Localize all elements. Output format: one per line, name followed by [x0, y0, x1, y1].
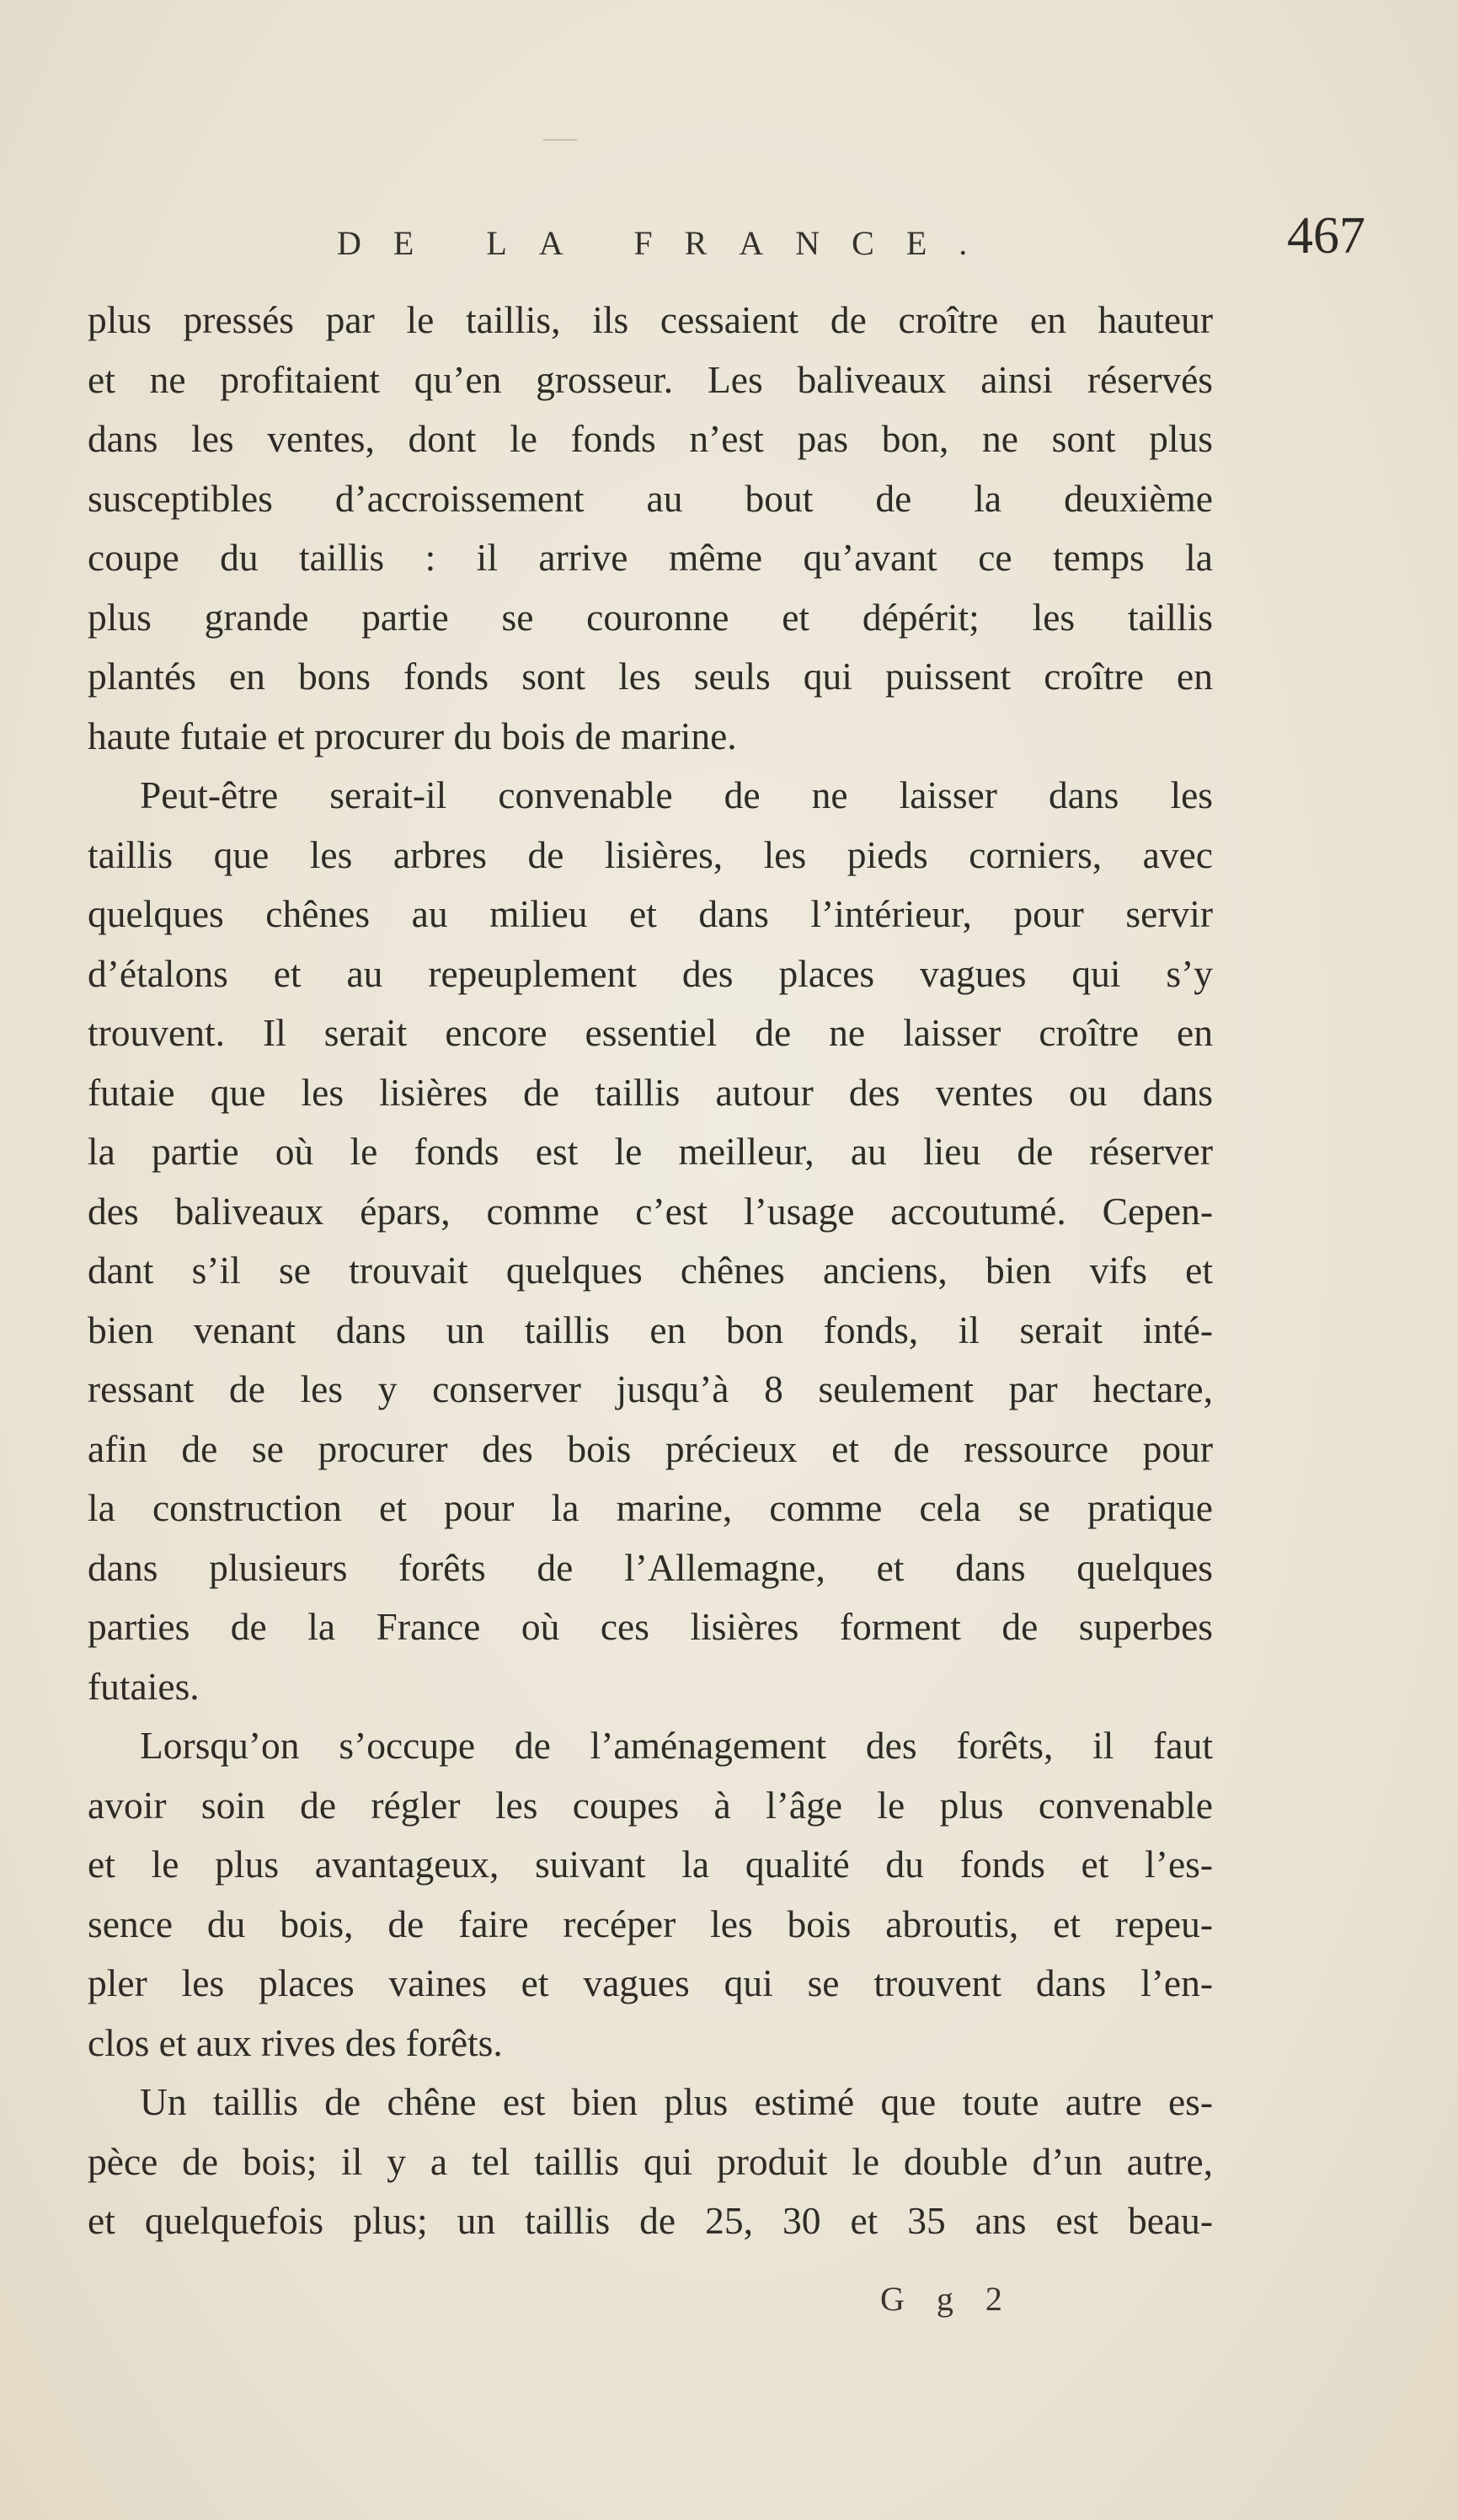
text-line: la construction et pour la marine, comme cela se pratique: [88, 1486, 1213, 1529]
text-line: haute futaie et procurer du bois de marine.: [88, 714, 737, 757]
text-line: plantés en bons fonds sont les seuls qui puissent croître en: [88, 655, 1213, 698]
text-line: susceptibles d’accroissement au bout de la deuxième: [88, 476, 1213, 520]
text-line: Lorsqu’on s’occupe de l’aménagement des forêts, il faut: [140, 1724, 1213, 1767]
text-line: futaies.: [88, 1664, 200, 1708]
text-line: coupe du taillis : il arrive même qu’avant ce temps la: [88, 536, 1213, 579]
text-line: dans plusieurs forêts de l’Allemagne, et dans quelques: [88, 1545, 1213, 1589]
page-number: 467: [1287, 207, 1365, 265]
text-line: Un taillis de chêne est bien plus estimé que toute autre es-: [140, 2080, 1213, 2123]
text-line: futaie que les lisières de taillis autour des ventes ou dans: [88, 1070, 1213, 1114]
running-title: DE LA FRANCE.: [337, 224, 1000, 262]
text-line: dant s’il se trouvait quelques chênes anciens, bien vifs et: [88, 1249, 1213, 1292]
text-line: et le plus avantageux, suivant la qualité du fonds et l’es-: [88, 1843, 1213, 1886]
text-line: taillis que les arbres de lisières, les pieds corniers, avec: [88, 832, 1213, 876]
text-line: pèce de bois; il y a tel taillis qui produit le double d’un autre,: [88, 2139, 1213, 2183]
text-line: plus pressés par le taillis, ils cessaient de croître en hauteur: [88, 298, 1213, 341]
text-line: Peut-être serait-il convenable de ne laisser dans les: [140, 773, 1213, 816]
text-line: plus grande partie se couronne et dépérit; les taillis: [88, 595, 1213, 639]
page-header: [84, 198, 1374, 291]
text-line: d’étalons et au repeuplement des places vagues qui s’y: [88, 951, 1213, 995]
ink-mark: [543, 139, 577, 141]
text-line: ressant de les y conserver jusqu’à 8 seulement par hectare,: [88, 1367, 1213, 1410]
body-text: [88, 291, 1213, 2251]
text-line: et ne profitaient qu’en grosseur. Les baliveaux ainsi réservés: [88, 357, 1213, 401]
text-line: parties de la France où ces lisières forment de superbes: [88, 1605, 1213, 1648]
text-line: pler les places vaines et vagues qui se trouvent dans l’en-: [88, 1961, 1213, 2004]
text-line: bien venant dans un taillis en bon fonds, il serait inté-: [88, 1308, 1213, 1351]
text-line: sence du bois, de faire recéper les bois abroutis, et repeu-: [88, 1902, 1213, 1945]
signature-mark: G g 2: [880, 2280, 1014, 2318]
text-line: dans les ventes, dont le fonds n’est pas bon, ne sont plus: [88, 417, 1213, 460]
text-line: et quelquefois plus; un taillis de 25, 30 et 35 ans est beau-: [88, 2199, 1213, 2242]
text-line: avoir soin de régler les coupes à l’âge le plus convenable: [88, 1783, 1213, 1827]
text-line: trouvent. Il serait encore essentiel de ne laisser croître en: [88, 1011, 1213, 1054]
text-line: afin de se procurer des bois précieux et de ressource pour: [88, 1426, 1213, 1470]
text-line: la partie où le fonds est le meilleur, au lieu de réserver: [88, 1130, 1213, 1173]
text-line: quelques chênes au milieu et dans l’intérieur, pour servir: [88, 892, 1213, 935]
text-line: des baliveaux épars, comme c’est l’usage accoutumé. Cepen-: [88, 1189, 1213, 1233]
text-line: clos et aux rives des forêts.: [88, 2020, 503, 2064]
